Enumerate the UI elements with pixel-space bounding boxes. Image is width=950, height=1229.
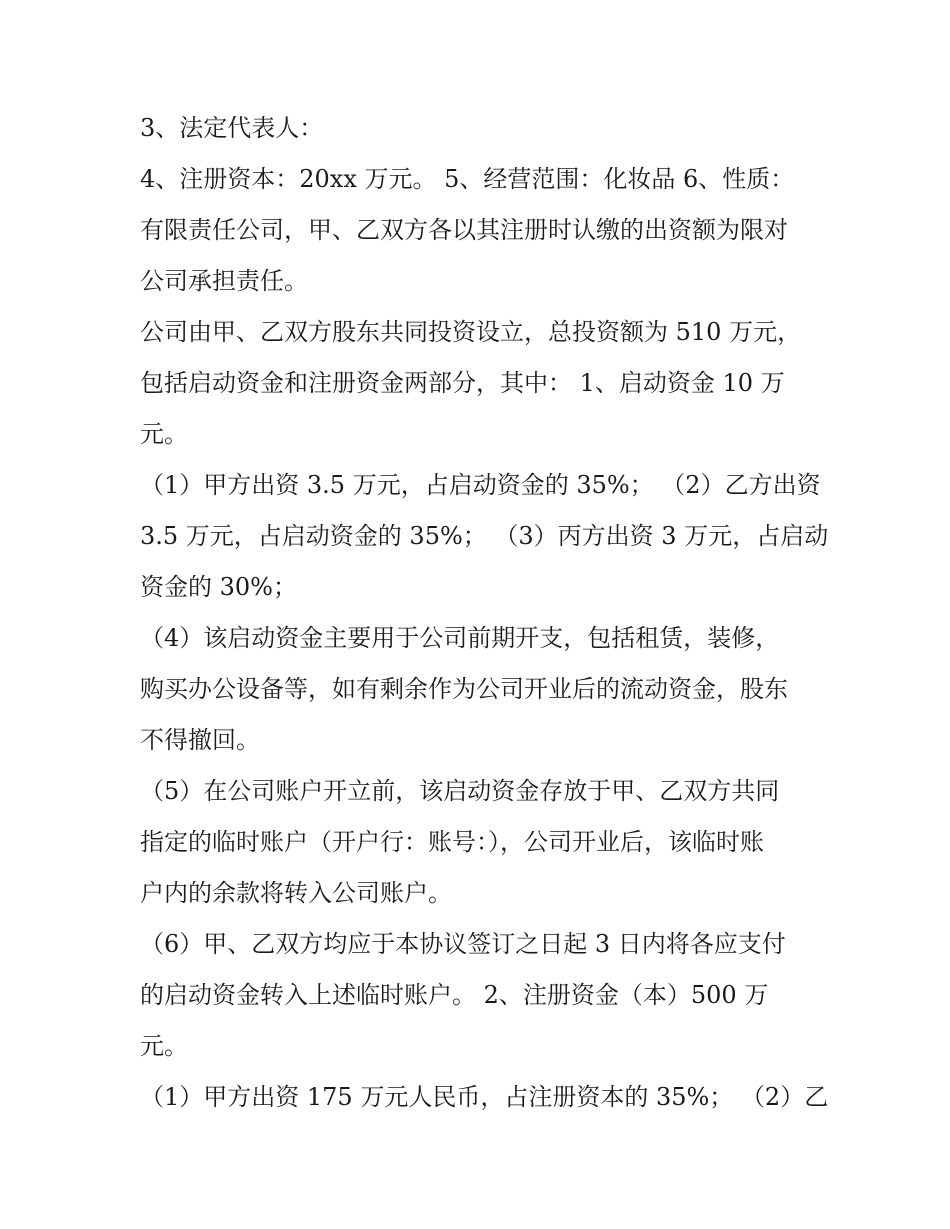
text-line-investment-end: 元。 <box>140 420 188 448</box>
text-line-startup-use-2: 购买办公设备等，如有剩余作为公司开业后的流动资金，股东 <box>140 675 788 703</box>
text-line-liability-end: 公司承担责任。 <box>140 267 308 295</box>
text-line-investment-parts: 包括启动资金和注册资金两部分，其中： 1、启动资金 10 万 <box>140 369 785 397</box>
text-line-payment-1: （6）甲、乙双方均应于本协议签订之日起 3 日内将各应支付 <box>140 930 786 958</box>
text-line-registered-contribution: （1）甲方出资 175 万元人民币，占注册资本的 35%； （2）乙 <box>140 1083 829 1111</box>
text-line-registered-capital: 4、注册资本：20xx 万元。 5、经营范围：化妆品 6、性质： <box>140 165 795 193</box>
text-line-payment-2: 的启动资金转入上述临时账户。 2、注册资金（本）500 万 <box>140 981 769 1009</box>
text-line-startup-2: 3.5 万元，占启动资金的 35%； （3）丙方出资 3 万元，占启动 <box>140 522 829 550</box>
text-line-temp-account-1: （5）在公司账户开立前，该启动资金存放于甲、乙双方共同 <box>140 777 780 805</box>
text-line-liability: 有限责任公司，甲、乙双方各以其注册时认缴的出资额为限对 <box>140 216 788 244</box>
text-line-startup-use-3: 不得撤回。 <box>140 726 260 754</box>
text-line-startup-3: 资金的 30%； <box>140 573 297 601</box>
text-line-investment: 公司由甲、乙双方股东共同投资设立，总投资额为 510 万元， <box>140 318 802 346</box>
text-line-temp-account-3: 户内的余款将转入公司账户。 <box>140 879 452 907</box>
text-line-temp-account-2: 指定的临时账户（开户行：账号：），公司开业后，该临时账 <box>140 828 764 856</box>
text-line-legal-representative: 3、法定代表人： <box>140 114 324 142</box>
document-body <box>140 103 829 1123</box>
text-line-startup-use-1: （4）该启动资金主要用于公司前期开支，包括租赁，装修， <box>140 624 780 652</box>
text-line-startup-1: （1）甲方出资 3.5 万元，占启动资金的 35%； （2）乙方出资 <box>140 471 821 499</box>
text-line-payment-3: 元。 <box>140 1032 188 1060</box>
